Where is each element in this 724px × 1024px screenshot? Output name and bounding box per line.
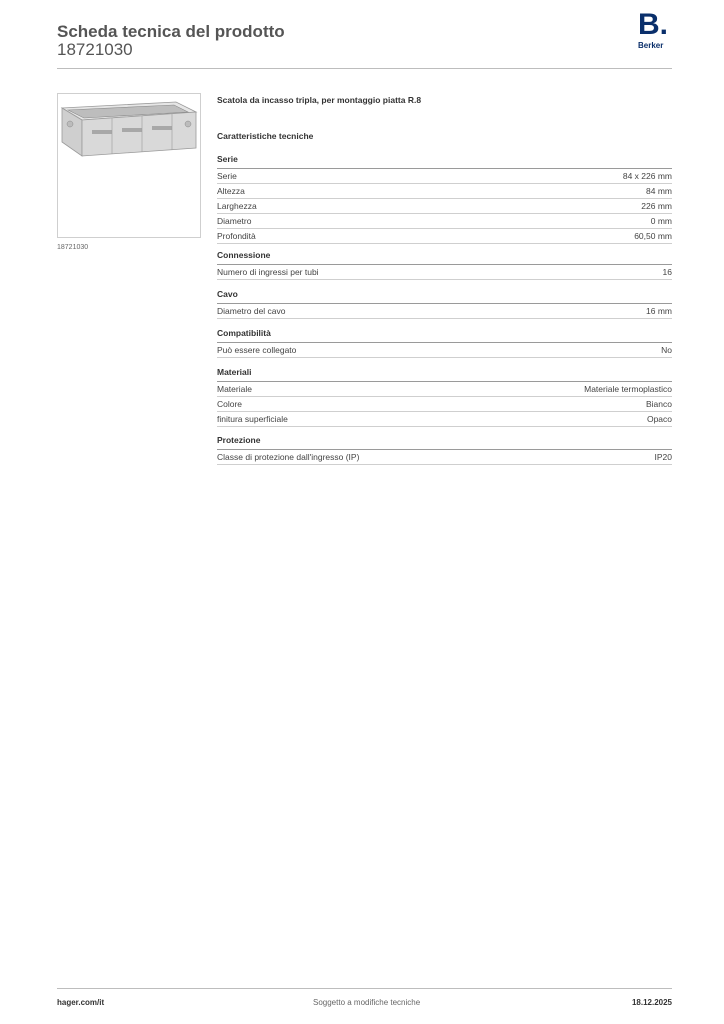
spec-row <box>217 214 672 229</box>
spec-row <box>217 229 672 244</box>
spec-row <box>217 343 672 358</box>
header-divider <box>57 68 672 69</box>
spec-value: Materiale termoplastico <box>584 384 672 394</box>
berker-logo <box>638 8 672 54</box>
group-title: Cavo <box>217 289 672 304</box>
spec-value: Bianco <box>646 399 672 409</box>
spec-row <box>217 450 672 465</box>
spec-value: 226 mm <box>641 201 672 211</box>
group-title: Connessione <box>217 250 672 265</box>
footer-divider <box>57 988 672 989</box>
group-title: Protezione <box>217 435 672 450</box>
footer-note: Soggetto a modifiche tecniche <box>313 998 421 1007</box>
spec-value: IP20 <box>654 452 672 462</box>
spec-label: Serie <box>217 171 237 181</box>
spec-label: Può essere collegato <box>217 345 297 355</box>
spec-group-protezione <box>217 435 672 465</box>
spec-label: Altezza <box>217 186 245 196</box>
spec-group-connessione <box>217 250 672 280</box>
page-header <box>57 8 672 70</box>
spec-label: Larghezza <box>217 201 257 211</box>
footer-date: 18.12.2025 <box>631 998 672 1007</box>
spec-group-serie <box>217 154 672 244</box>
spec-row <box>217 382 672 397</box>
spec-row <box>217 184 672 199</box>
spec-value: 84 x 226 mm <box>622 171 672 181</box>
spec-row <box>217 265 672 280</box>
spec-value: 16 mm <box>646 306 672 316</box>
group-title: Compatibilità <box>217 328 672 343</box>
spec-label: Profondità <box>217 231 256 241</box>
spec-row <box>217 169 672 184</box>
product-description: Scatola da incasso tripla, per montaggio piatta R.8 <box>217 95 422 105</box>
spec-label: Colore <box>217 399 243 409</box>
page-title: Scheda tecnica del prodotto <box>57 22 285 41</box>
spec-group-compatibilita <box>217 328 672 358</box>
spec-row <box>217 412 672 427</box>
spec-row <box>217 199 672 214</box>
logo-letter: B. <box>638 8 668 41</box>
flush-box-image-icon <box>58 94 200 237</box>
spec-value: 60,50 mm <box>634 231 672 241</box>
product-photo <box>57 93 201 238</box>
footer-website: hager.com/it <box>57 998 105 1007</box>
group-title: Serie <box>217 154 672 169</box>
spec-value: 84 mm <box>646 186 672 196</box>
spec-label: Diametro del cavo <box>217 306 286 316</box>
spec-label: Diametro <box>217 216 252 226</box>
spec-row <box>217 304 672 319</box>
spec-group-cavo <box>217 289 672 319</box>
photo-caption: 18721030 <box>57 244 89 251</box>
group-title: Materiali <box>217 367 672 382</box>
spec-value: Opaco <box>646 414 672 424</box>
product-code: 18721030 <box>57 40 133 59</box>
logo-text: Berker <box>638 41 664 50</box>
spec-value: 0 mm <box>650 216 672 226</box>
spec-label: Materiale <box>217 384 252 394</box>
spec-group-materiali <box>217 367 672 427</box>
spec-value: 16 <box>662 267 672 277</box>
section-label: Caratteristiche tecniche <box>217 131 314 141</box>
spec-row <box>217 397 672 412</box>
spec-value: No <box>661 345 672 355</box>
spec-label: Numero di ingressi per tubi <box>217 267 319 277</box>
spec-label: finitura superficiale <box>217 414 288 424</box>
spec-label: Classe di protezione dall'ingresso (IP) <box>217 452 360 462</box>
